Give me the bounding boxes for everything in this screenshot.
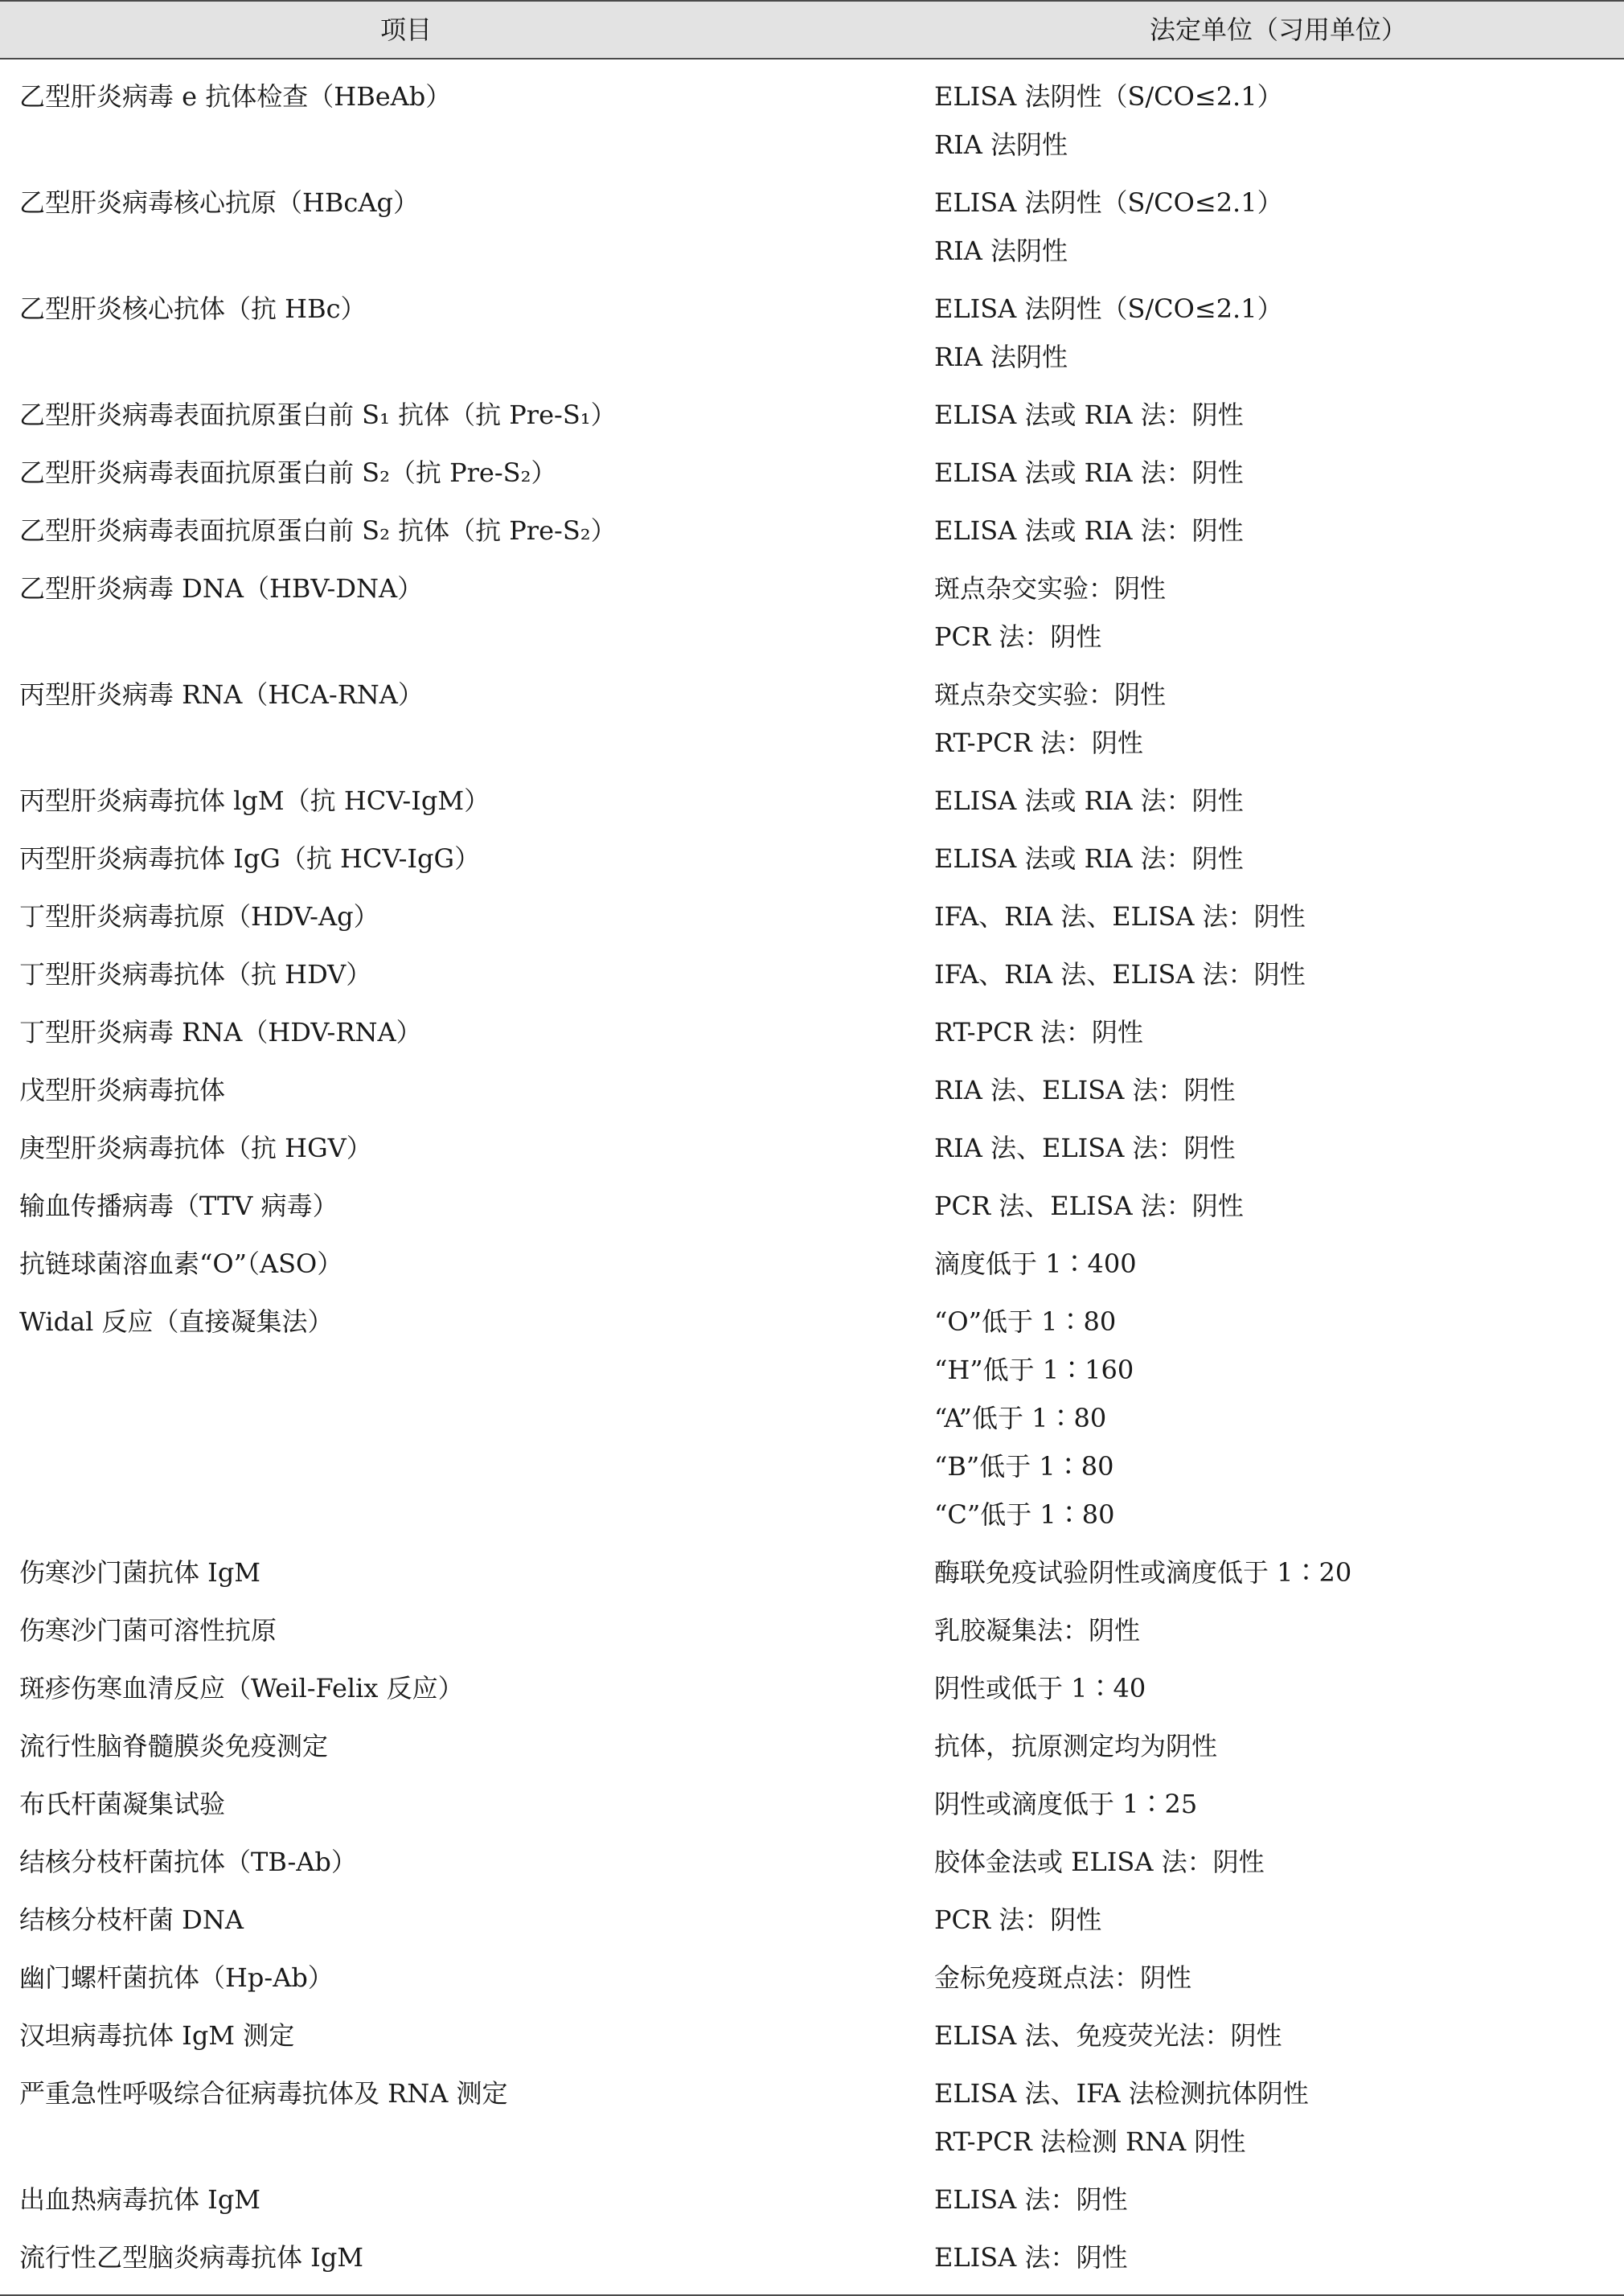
header-item: 项目	[379, 14, 432, 45]
unit-cell	[934, 1954, 1610, 2002]
unit-line: 金标免疫斑点法：阴性	[934, 1962, 1192, 1993]
table-row	[0, 2233, 1624, 2291]
item-cell: 乙型肝炎病毒 e 抗体检查（HBeAb）	[19, 81, 452, 112]
unit-cell	[934, 834, 1610, 883]
item-cell: 抗链球菌溶血素“O”（ASO）	[19, 1248, 343, 1279]
item-cell: 乙型肝炎病毒 DNA（HBV-DNA）	[19, 573, 424, 604]
table-row	[0, 178, 1624, 285]
table-row	[0, 72, 1624, 178]
unit-cell	[934, 1664, 1610, 1712]
unit-cell	[934, 1240, 1610, 1288]
item-cell: 输血传播病毒（TTV 病毒）	[19, 1191, 338, 1221]
table-row	[0, 1124, 1624, 1182]
table-row	[0, 1008, 1624, 1066]
unit-cell	[934, 449, 1610, 497]
unit-cell	[934, 2011, 1610, 2060]
unit-line: RIA 法、ELISA 法：阴性	[934, 1075, 1236, 1105]
unit-cell	[934, 1124, 1610, 1172]
unit-line: IFA、RIA 法、ELISA 法：阴性	[934, 959, 1306, 990]
item-cell: 伤寒沙门菌可溶性抗原	[19, 1615, 277, 1646]
unit-line: ELISA 法阴性（S/CO≤2.1）	[934, 293, 1283, 324]
unit-cell	[934, 777, 1610, 825]
unit-cell	[934, 1548, 1610, 1597]
unit-line: 阴性或滴度低于 1∶25	[934, 1789, 1198, 1819]
unit-line: ELISA 法阴性（S/CO≤2.1）	[934, 81, 1283, 112]
unit-line: RIA 法、ELISA 法：阴性	[934, 1133, 1236, 1163]
unit-cell	[934, 1008, 1610, 1056]
unit-line: “B”低于 1∶80	[934, 1451, 1114, 1482]
item-cell: 戊型肝炎病毒抗体	[19, 1075, 226, 1105]
table-row	[0, 950, 1624, 1008]
item-cell: 乙型肝炎病毒表面抗原蛋白前 S₂（抗 Pre-S₂）	[19, 457, 557, 488]
table-row	[0, 1664, 1624, 1722]
item-cell: 乙型肝炎病毒表面抗原蛋白前 S₂ 抗体（抗 Pre-S₂）	[19, 515, 617, 546]
unit-line: ELISA 法或 RIA 法：阴性	[934, 785, 1244, 816]
table-row	[0, 449, 1624, 506]
unit-cell	[934, 72, 1610, 169]
item-cell: 出血热病毒抗体 IgM	[19, 2184, 261, 2215]
table-header	[0, 0, 1624, 59]
item-cell: 严重急性呼吸综合征病毒抗体及 RNA 测定	[19, 2078, 508, 2109]
unit-line: IFA、RIA 法、ELISA 法：阴性	[934, 901, 1306, 932]
unit-cell	[934, 178, 1610, 275]
unit-line: “H”低于 1∶160	[934, 1355, 1134, 1385]
unit-line: ELISA 法阴性（S/CO≤2.1）	[934, 187, 1283, 218]
item-cell: 丁型肝炎病毒抗原（HDV-Ag）	[19, 901, 379, 932]
item-cell: 结核分枝杆菌 DNA	[19, 1904, 244, 1935]
unit-cell	[934, 1066, 1610, 1114]
table-row	[0, 564, 1624, 670]
unit-cell	[934, 1182, 1610, 1230]
item-cell: Widal 反应（直接凝集法）	[19, 1306, 334, 1337]
table-row	[0, 1182, 1624, 1240]
table-row	[0, 1954, 1624, 2011]
unit-cell	[934, 1838, 1610, 1886]
unit-line: “A”低于 1∶80	[934, 1403, 1107, 1433]
unit-line: ELISA 法、IFA 法检测抗体阴性	[934, 2078, 1309, 2109]
item-cell: 汉坦病毒抗体 IgM 测定	[19, 2020, 295, 2051]
item-cell: 丙型肝炎病毒 RNA（HCA-RNA）	[19, 679, 424, 710]
table-row	[0, 670, 1624, 777]
item-cell: 庚型肝炎病毒抗体（抗 HGV）	[19, 1133, 372, 1163]
unit-cell	[934, 1896, 1610, 1944]
table-row	[0, 777, 1624, 834]
unit-cell	[934, 892, 1610, 941]
item-cell: 丁型肝炎病毒 RNA（HDV-RNA）	[19, 1017, 422, 1048]
table-row	[0, 2069, 1624, 2175]
unit-cell	[934, 506, 1610, 555]
table-row	[0, 391, 1624, 449]
unit-line: RT-PCR 法：阴性	[934, 728, 1143, 758]
unit-line: ELISA 法或 RIA 法：阴性	[934, 515, 1244, 546]
unit-line: PCR 法、ELISA 法：阴性	[934, 1191, 1244, 1221]
unit-line: 乳胶凝集法：阴性	[934, 1615, 1141, 1646]
unit-line: ELISA 法或 RIA 法：阴性	[934, 457, 1244, 488]
unit-line: PCR 法：阴性	[934, 1904, 1102, 1935]
unit-line: 抗体，抗原测定均为阴性	[934, 1731, 1218, 1761]
unit-line: 阴性或低于 1∶40	[934, 1673, 1146, 1704]
header-unit: 法定单位（习用单位）	[1149, 14, 1407, 45]
table-row	[0, 892, 1624, 950]
unit-line: PCR 法：阴性	[934, 621, 1102, 652]
item-cell: 丁型肝炎病毒抗体（抗 HDV）	[19, 959, 372, 990]
unit-line: 滴度低于 1∶400	[934, 1248, 1137, 1279]
item-cell: 乙型肝炎病毒核心抗原（HBcAg）	[19, 187, 419, 218]
item-cell: 伤寒沙门菌抗体 IgM	[19, 1557, 261, 1588]
unit-cell	[934, 2175, 1610, 2224]
unit-line: RIA 法阴性	[934, 236, 1068, 266]
table-row	[0, 1838, 1624, 1896]
unit-line: ELISA 法、免疫荧光法：阴性	[934, 2020, 1282, 2051]
table-row	[0, 1066, 1624, 1124]
unit-line: RIA 法阴性	[934, 129, 1068, 160]
unit-cell	[934, 1606, 1610, 1654]
item-cell: 流行性脑脊髓膜炎免疫测定	[19, 1731, 329, 1761]
unit-line: ELISA 法或 RIA 法：阴性	[934, 400, 1244, 430]
unit-line: RIA 法阴性	[934, 342, 1068, 372]
table-row	[0, 1606, 1624, 1664]
table-row	[0, 1240, 1624, 1298]
item-cell: 流行性乙型脑炎病毒抗体 IgM	[19, 2242, 364, 2273]
unit-line: 斑点杂交实验：阴性	[934, 679, 1167, 710]
table-row	[0, 1298, 1624, 1548]
item-cell: 丙型肝炎病毒抗体 lgM（抗 HCV-IgM）	[19, 785, 490, 816]
unit-cell	[934, 2069, 1610, 2166]
table-row	[0, 506, 1624, 564]
item-cell: 丙型肝炎病毒抗体 IgG（抗 HCV-IgG）	[19, 843, 481, 874]
item-cell: 斑疹伤寒血清反应（Weil-Felix 反应）	[19, 1673, 464, 1704]
unit-cell	[934, 950, 1610, 998]
unit-line: RT-PCR 法：阴性	[934, 1017, 1143, 1048]
item-cell: 幽门螺杆菌抗体（Hp-Ab）	[19, 1962, 334, 1993]
unit-cell	[934, 1722, 1610, 1770]
table-row	[0, 1780, 1624, 1838]
table-row	[0, 834, 1624, 892]
table-row	[0, 1722, 1624, 1780]
item-cell: 乙型肝炎病毒表面抗原蛋白前 S₁ 抗体（抗 Pre-S₁）	[19, 400, 617, 430]
unit-cell	[934, 1298, 1610, 1539]
unit-line: 斑点杂交实验：阴性	[934, 573, 1167, 604]
unit-line: 胶体金法或 ELISA 法：阴性	[934, 1847, 1265, 1877]
item-cell: 布氏杆菌凝集试验	[19, 1789, 226, 1819]
item-cell: 乙型肝炎核心抗体（抗 HBc）	[19, 293, 367, 324]
unit-line: 酶联免疫试验阴性或滴度低于 1∶20	[934, 1557, 1352, 1588]
unit-cell	[934, 2233, 1610, 2282]
table-row	[0, 2175, 1624, 2233]
table-row	[0, 2011, 1624, 2069]
unit-line: ELISA 法：阴性	[934, 2242, 1128, 2273]
unit-cell	[934, 285, 1610, 381]
unit-cell	[934, 670, 1610, 767]
unit-cell	[934, 1780, 1610, 1828]
unit-line: ELISA 法：阴性	[934, 2184, 1128, 2215]
item-cell: 结核分枝杆菌抗体（TB-Ab）	[19, 1847, 357, 1877]
table-row	[0, 1548, 1624, 1606]
table-body	[0, 59, 1624, 2291]
unit-line: “C”低于 1∶80	[934, 1499, 1115, 1530]
unit-line: “O”低于 1∶80	[934, 1306, 1117, 1337]
table-row	[0, 285, 1624, 391]
table-row	[0, 1896, 1624, 1954]
unit-cell	[934, 391, 1610, 439]
unit-line: ELISA 法或 RIA 法：阴性	[934, 843, 1244, 874]
unit-line: RT-PCR 法检测 RNA 阴性	[934, 2126, 1246, 2157]
unit-cell	[934, 564, 1610, 661]
